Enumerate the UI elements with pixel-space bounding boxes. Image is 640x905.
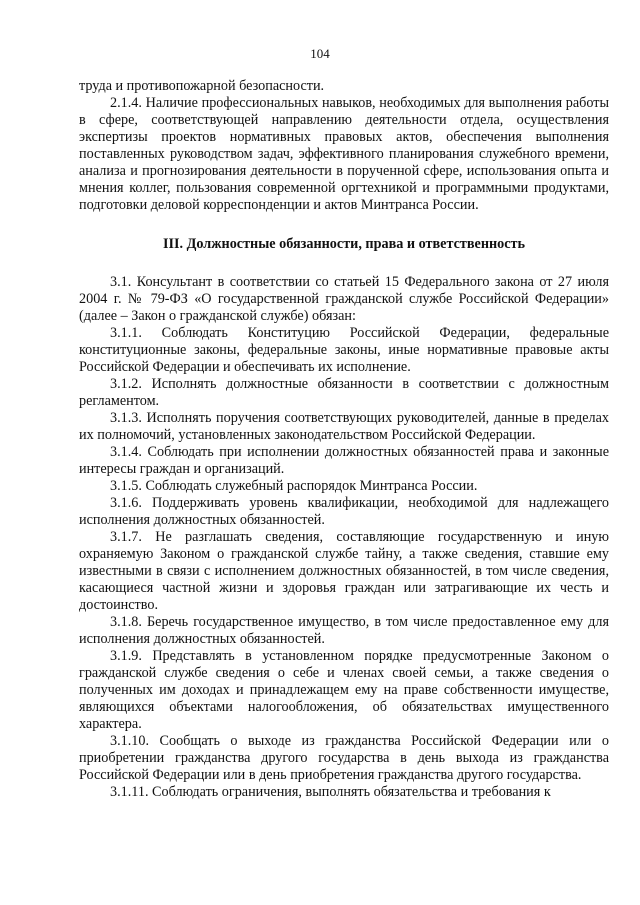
paragraph: 3.1. Консультант в соответствии со статьей 15 Федерального закона от 27 июля 2004 г. № 79-ФЗ «О государственной гражданской службе Российской Федерации» (далее – Закон о гражданской службе) обязан:: [79, 274, 609, 324]
section-iii-body: [79, 274, 609, 801]
paragraph: 3.1.5. Соблюдать служебный распорядок Минтранса России.: [110, 478, 478, 494]
section-heading: III. Должностные обязанности, права и ответственность: [162, 236, 526, 252]
document-body: [79, 78, 609, 801]
paragraph: 3.1.1. Соблюдать Конституцию Российской Федерации, федеральные конституционные законы, федеральные законы, иные нормативные правовые акты Российской Федерации и обеспечивать их исполнение.: [79, 325, 609, 375]
paragraph: 2.1.4. Наличие профессиональных навыков, необходимых для выполнения работы в сфере, соответствующей направлению деятельности отдела, осуществления экспертизы проектов нормативных правовых актов, обеспечения выполнения поставленных руководством задач, эффективного планирования служебного времени, анализа и прогнозирования деятельности в порученной сфере, использования опыта и мнения коллег, пользования современной оргтехникой и программными продуктами, подготовки деловой корреспонденции и актов Минтранса России.: [79, 95, 609, 213]
section-ii-tail: [79, 78, 609, 214]
paragraph: 3.1.3. Исполнять поручения соответствующих руководителей, данные в пределах их полномочий, установленных законодательством Российской Федерации.: [79, 410, 609, 443]
paragraph: 3.1.11. Соблюдать ограничения, выполнять обязательства и требования к: [110, 784, 551, 800]
paragraph: 3.1.10. Сообщать о выходе из гражданства Российской Федерации или о приобретении гражданства другого государства в день выхода из гражданства Российской Федерации или в день приобретения гражданства другого государства.: [79, 733, 609, 783]
paragraph: труда и противопожарной безопасности.: [79, 78, 325, 94]
paragraph: 3.1.7. Не разглашать сведения, составляющие государственную и иную охраняемую Законом о гражданской службе тайну, а также сведения, ставшие ему известными в связи с исполнением должностных обязанностей, в том числе сведения, касающиеся частной жизни и здоровья граждан или затрагивающие их честь и достоинство.: [79, 529, 609, 613]
paragraph: 3.1.9. Представлять в установленном порядке предусмотренные Законом о гражданской службе сведения о себе и членах своей семьи, а также сведения о полученных им доходах и принадлежащем ему на праве собственности имуществе, являющихся объектами налогообложения, об обязательствах имущественного характера.: [79, 648, 609, 732]
paragraph: 3.1.6. Поддерживать уровень квалификации, необходимой для надлежащего исполнения должностных обязанностей.: [79, 495, 609, 528]
paragraph: 3.1.2. Исполнять должностные обязанности в соответствии с должностным регламентом.: [79, 376, 609, 409]
paragraph: 3.1.8. Беречь государственное имущество, в том числе предоставленное ему для исполнения должностных обязанностей.: [79, 614, 609, 647]
paragraph: 3.1.4. Соблюдать при исполнении должностных обязанностей права и законные интересы граждан и организаций.: [79, 444, 609, 477]
page-number: 104: [310, 46, 330, 61]
